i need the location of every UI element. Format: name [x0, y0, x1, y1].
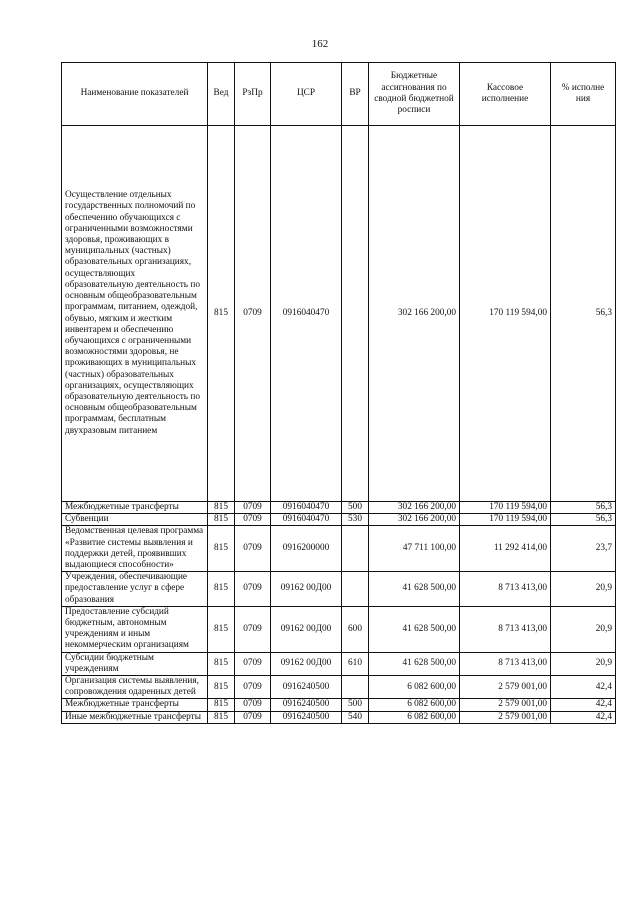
header-rzpr: РзПр: [235, 63, 271, 126]
header-csr: ЦСР: [271, 63, 342, 126]
row-name: Межбюджетные трансферты: [62, 502, 208, 514]
row-cash: 170 119 594,00: [460, 514, 551, 526]
row-vr: 600: [342, 606, 369, 652]
budget-execution-table: [61, 62, 616, 724]
row-name: Ведомственная целевая программа «Развитие системы выявления и поддержки детей, проявивших выдающиеся способности»: [62, 526, 208, 572]
row-percent: 42,4: [551, 699, 616, 711]
row-vr: 530: [342, 514, 369, 526]
row-percent: 20,9: [551, 652, 616, 675]
row-budget: 302 166 200,00: [369, 502, 460, 514]
row-rzpr: 0709: [235, 502, 271, 514]
row-budget: 302 166 200,00: [369, 126, 460, 502]
row-csr: 0916040470: [271, 514, 342, 526]
row-csr: 0916040470: [271, 126, 342, 502]
table-row: [62, 502, 616, 514]
row-vr: 610: [342, 652, 369, 675]
row-name: Субвенции: [62, 514, 208, 526]
row-cash: 170 119 594,00: [460, 126, 551, 502]
row-budget: 6 082 600,00: [369, 711, 460, 723]
row-csr: 09162 00Д00: [271, 652, 342, 675]
row-percent: 56,3: [551, 514, 616, 526]
row-cash: 170 119 594,00: [460, 502, 551, 514]
row-ved: 815: [208, 652, 235, 675]
header-ved: Вед: [208, 63, 235, 126]
row-rzpr: 0709: [235, 676, 271, 699]
row-ved: 815: [208, 711, 235, 723]
row-ved: 815: [208, 676, 235, 699]
row-name-text: Осуществление отдельных государственных полномочий по обеспечению обучающихся с ограниченными возможностями здоровья, проживающих в муниципальных (частных) образовательных организациях, осуществляющих образовательную деятельность по основным общеобразовательным программам, питанием, одеждой, обувью, мягким и жестким инвентарем и обеспечению обучающихся с ограниченными возможностями здоровья, не проживающих в муниципальных (частных) образовательных организациях, осуществляющих образовательную деятельность по основным общеобразовательным программам, бесплатным двухразовым питанием: [65, 190, 200, 436]
header-budget: Бюджетные ассигнования по сводной бюджетной росписи: [369, 63, 460, 126]
table-row: [62, 652, 616, 675]
row-name: Организация системы выявления, сопровождения одаренных детей: [62, 676, 208, 699]
row-rzpr: 0709: [235, 606, 271, 652]
row-percent: 23,7: [551, 526, 616, 572]
row-ved: 815: [208, 606, 235, 652]
row-ved: 815: [208, 126, 235, 502]
row-name: Учреждения, обеспечивающие предоставление услуг в сфере образования: [62, 572, 208, 607]
row-budget: 6 082 600,00: [369, 676, 460, 699]
row-percent: 56,3: [551, 126, 616, 502]
row-rzpr: 0709: [235, 126, 271, 502]
row-cash: 8 713 413,00: [460, 652, 551, 675]
row-name: Иные межбюджетные трансферты: [62, 711, 208, 723]
row-vr: [342, 126, 369, 502]
row-cash: 2 579 001,00: [460, 711, 551, 723]
row-cash: 8 713 413,00: [460, 606, 551, 652]
row-budget: 47 711 100,00: [369, 526, 460, 572]
row-percent: 20,9: [551, 572, 616, 607]
row-csr: 0916040470: [271, 502, 342, 514]
row-csr: 0916240500: [271, 711, 342, 723]
row-budget: 6 082 600,00: [369, 699, 460, 711]
row-name: [62, 126, 208, 502]
table-row: [62, 676, 616, 699]
row-ved: 815: [208, 514, 235, 526]
row-ved: 815: [208, 572, 235, 607]
row-csr: 0916200000: [271, 526, 342, 572]
row-percent: 42,4: [551, 711, 616, 723]
row-cash: 2 579 001,00: [460, 676, 551, 699]
table-row: [62, 711, 616, 723]
row-name: Субсидии бюджетным учреждениям: [62, 652, 208, 675]
row-budget: 41 628 500,00: [369, 606, 460, 652]
row-csr: 09162 00Д00: [271, 572, 342, 607]
row-csr: 0916240500: [271, 699, 342, 711]
row-percent: 42,4: [551, 676, 616, 699]
row-csr: 09162 00Д00: [271, 606, 342, 652]
header-vr: ВР: [342, 63, 369, 126]
table-row: [62, 572, 616, 607]
row-budget: 41 628 500,00: [369, 572, 460, 607]
row-rzpr: 0709: [235, 652, 271, 675]
row-name: Предоставление субсидий бюджетным, автономным учреждениям и иным некоммерческим организациям: [62, 606, 208, 652]
row-percent: 20,9: [551, 606, 616, 652]
table-row: [62, 606, 616, 652]
row-rzpr: 0709: [235, 572, 271, 607]
row-cash: 2 579 001,00: [460, 699, 551, 711]
row-ved: 815: [208, 699, 235, 711]
row-budget: 302 166 200,00: [369, 514, 460, 526]
row-vr: 500: [342, 699, 369, 711]
row-percent: 56,3: [551, 502, 616, 514]
row-rzpr: 0709: [235, 514, 271, 526]
row-cash: 8 713 413,00: [460, 572, 551, 607]
row-vr: [342, 676, 369, 699]
row-rzpr: 0709: [235, 526, 271, 572]
header-percent: % исполне ния: [551, 63, 616, 126]
table-header-row: [62, 63, 616, 126]
table-row: [62, 699, 616, 711]
row-rzpr: 0709: [235, 699, 271, 711]
row-vr: 540: [342, 711, 369, 723]
row-rzpr: 0709: [235, 711, 271, 723]
row-ved: 815: [208, 526, 235, 572]
row-csr: 0916240500: [271, 676, 342, 699]
row-ved: 815: [208, 502, 235, 514]
row-name: Межбюджетные трансферты: [62, 699, 208, 711]
table-row: [62, 514, 616, 526]
row-vr: [342, 526, 369, 572]
row-vr: [342, 572, 369, 607]
row-vr: 500: [342, 502, 369, 514]
table-row: [62, 126, 616, 502]
row-budget: 41 628 500,00: [369, 652, 460, 675]
page-number: 162: [311, 38, 329, 50]
row-cash: 11 292 414,00: [460, 526, 551, 572]
table-row: [62, 526, 616, 572]
header-name: Наименование показателей: [62, 63, 208, 126]
header-cash: Кассовое исполнение: [460, 63, 551, 126]
